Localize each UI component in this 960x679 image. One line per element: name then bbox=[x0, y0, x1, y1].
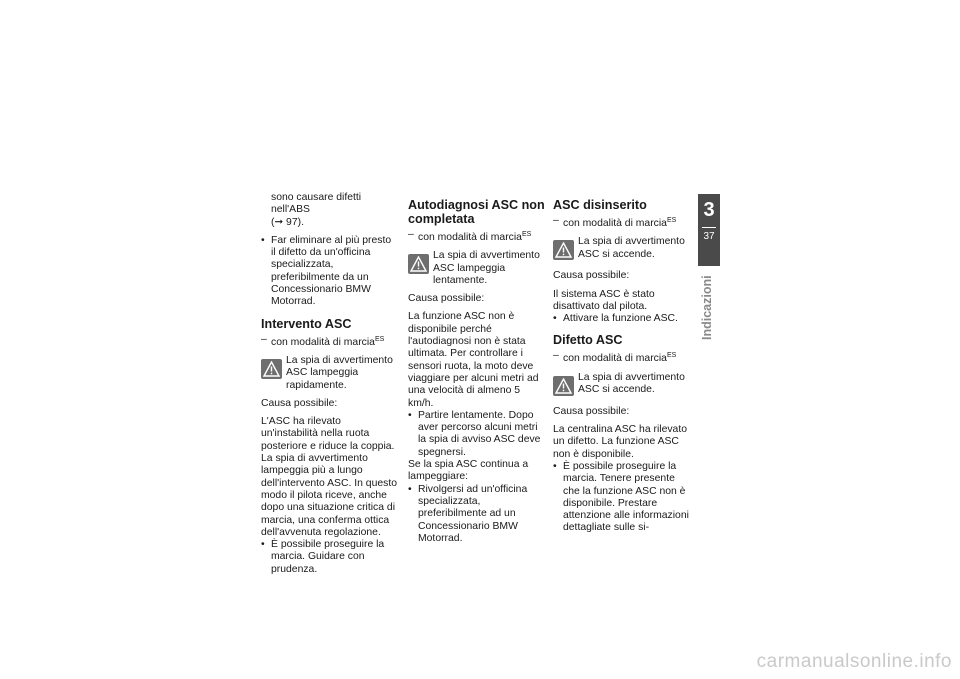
warning-block: La spia di avvertimento ASC lampeggia rapidamente. bbox=[261, 355, 398, 392]
list-item: • Rivolgersi ad un'officina specializzata, preferibilmente ad un Concessionario BMW Motorrad. bbox=[408, 483, 528, 544]
bullet-icon: • bbox=[261, 539, 265, 551]
cause-label: Causa possibile: bbox=[553, 405, 630, 417]
column-3 bbox=[553, 198, 690, 535]
body-text: La spia di avvertimento lampeggia più a lungo dell'intervento ASC. In questo modo il pilota riceve, anche dopo una situazione critica di marcia, una conferma ottica dell'avvenuta regolazione. bbox=[261, 453, 397, 538]
intro-text: sono causare difetti nell'ABS (➞ 97). bbox=[271, 192, 362, 228]
dash-icon: – bbox=[261, 333, 267, 345]
warning-triangle-icon bbox=[553, 376, 574, 396]
list-item: • Partire lentamente. Dopo aver percorso alcuni metri la spia di avviso ASC deve spegnersi. bbox=[408, 409, 541, 458]
tab-divider bbox=[702, 227, 716, 228]
bullet-icon: • bbox=[408, 483, 412, 495]
warning-block: La spia di avvertimento ASC si accende. bbox=[553, 236, 690, 264]
bullet-icon: • bbox=[553, 460, 557, 472]
dash-icon: – bbox=[553, 350, 559, 362]
cause-label: Causa possibile: bbox=[553, 270, 630, 282]
section-heading: Intervento ASC bbox=[261, 316, 352, 331]
bullet-icon: • bbox=[553, 313, 557, 325]
warning-triangle-icon bbox=[408, 254, 429, 274]
body-text: Se la spia ASC continua a lampeggiare: bbox=[408, 459, 529, 483]
list-item: • Far eliminare al più presto il difetto da un'officina specializzata, preferibilmente da un Concessionario BMW Motorrad. bbox=[261, 234, 392, 308]
section-heading: Autodiagnosi ASC non completata bbox=[408, 198, 545, 226]
bullet-icon: • bbox=[408, 409, 412, 421]
column-2 bbox=[408, 198, 545, 545]
list-item: • Attivare la funzione ASC. bbox=[553, 313, 678, 325]
body-text: La centralina ASC ha rilevato un difetto. La funzione ASC non è disponibile. bbox=[553, 424, 688, 460]
condition-line: – con modalità di marcia$^{ES}$ bbox=[261, 333, 385, 348]
column-1 bbox=[261, 192, 398, 576]
side-chapter-title: Indicazioni bbox=[700, 275, 714, 340]
condition-line: – con modalità di marcia$^{ES}$ bbox=[408, 229, 532, 243]
cause-label: Causa possibile: bbox=[261, 397, 338, 409]
chapter-number: 3 bbox=[703, 199, 715, 221]
dash-icon: – bbox=[408, 229, 414, 240]
body-text: Il sistema ASC è stato disattivato dal pilota. bbox=[553, 288, 655, 312]
body-text: La funzione ASC non è disponibile perché l'autodiagnosi non è stata ultimata. Per controllare i sensori ruota, la moto deve viaggiare per alcuni metri ad una velocità di almeno 5 km/h. bbox=[408, 311, 539, 409]
condition-line: – con modalità di marcia$^{ES}$ bbox=[553, 215, 677, 229]
list-item: • È possibile proseguire la marcia. Tenere presente che la funzione ASC non è disponibile. Prestare attenzione alle informazioni dettagliate sulle si- bbox=[553, 460, 689, 534]
chapter-tab bbox=[698, 194, 720, 266]
list-item: • È possibile proseguire la marcia. Guidare con prudenza. bbox=[261, 539, 385, 575]
warning-block: La spia di avvertimento ASC lampeggia lentamente. bbox=[408, 250, 545, 287]
bullet-icon: • bbox=[261, 234, 265, 246]
dash-icon: – bbox=[553, 215, 559, 226]
condition-line: – con modalità di marcia$^{ES}$ bbox=[553, 350, 677, 365]
cause-label: Causa possibile: bbox=[408, 293, 485, 305]
section-heading: ASC disinserito bbox=[553, 198, 647, 212]
warning-triangle-icon bbox=[261, 359, 282, 379]
warning-triangle-icon bbox=[553, 240, 574, 260]
section-heading: Difetto ASC bbox=[553, 333, 623, 348]
body-text: L'ASC ha rilevato un'instabilità nella ruota posteriore e riduce la coppia. bbox=[261, 416, 395, 452]
page-number: 37 bbox=[703, 231, 715, 242]
watermark: carmanualsonline.info bbox=[756, 651, 952, 672]
warning-block: La spia di avvertimento ASC si accende. bbox=[553, 372, 690, 400]
